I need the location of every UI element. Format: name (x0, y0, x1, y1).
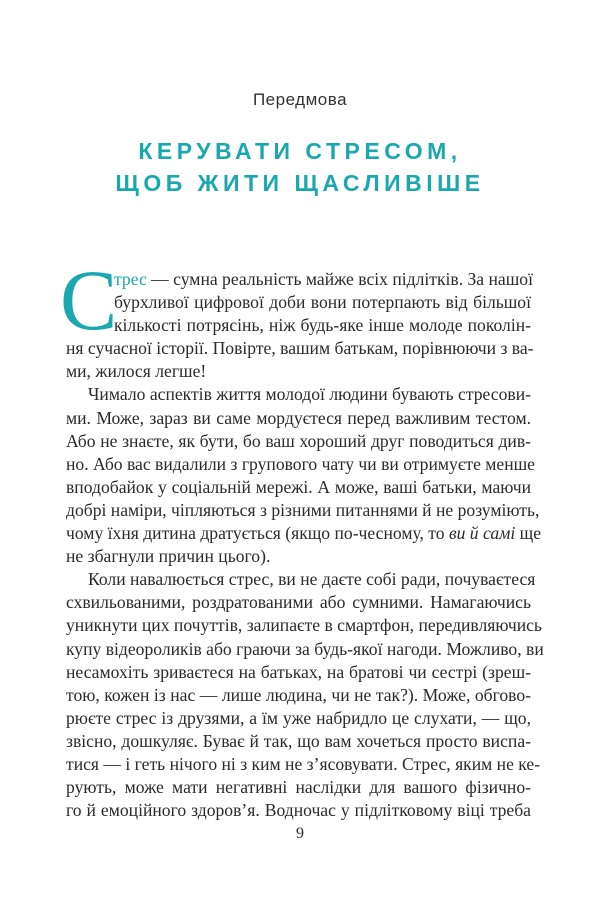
text-line: Коли навалюється стрес, ви не даєте собі ради, почуваєтеся (88, 569, 536, 590)
text-line (114, 268, 531, 291)
text-fragment: — сумна реальність майже всіх підлітків. За нашої (151, 269, 533, 289)
text-line: купу відеороликів або граючи за будь-якої нагоди. Можливо, ви (66, 638, 544, 659)
text-line: тися — і геть нічого ні з ким не з’ясовувати. Стрес, яким не ке- (66, 753, 541, 774)
text-line: но. Або вас видалили з групового чату чи ви отримуєте менше (66, 453, 535, 474)
text-line: не збагнули причин цього). (66, 546, 271, 567)
text-line: звісно, дошкуляє. Буває й так, що вам хочеться просто виспа- (66, 730, 531, 751)
text-line: ня сучасної історії. Повірте, вашим батькам, порівнюючи з ва- (66, 338, 534, 359)
chapter-title-line: КЕРУВАТИ СТРЕСОМ, (138, 138, 462, 164)
chapter-title-line: ЩОБ ЖИТИ ЩАСЛИВІШЕ (115, 170, 485, 196)
text-line: ми, жилося легше! (66, 361, 207, 382)
text-line: рують, може мати негативні наслідки для вашого фізично- (66, 777, 531, 798)
body-text (60, 252, 544, 822)
text-line: ми. Може, зараз ви саме мордуєтеся перед важливим тестом. (66, 407, 531, 428)
text-fragment: ще (515, 523, 542, 544)
text-line: схвильованими, роздратованими або сумними. Намагаючись (66, 592, 531, 613)
text-line: тою, кожен із нас — лише людина, чи не так?). Може, обгово- (66, 684, 531, 705)
text-line: вподобайок у соціальній мережі. А може, ваші батьки, маючи (66, 476, 531, 497)
text-fragment: чому їхня дитина дратується (якщо по-чесному, то (66, 523, 449, 544)
text-line (66, 522, 542, 545)
text-line: уникнути цих почуттів, залипаєте в смартфон, передивляючись (66, 615, 542, 636)
text-line: Або не знаєте, як бути, бо ваш хороший друг поводиться див- (66, 430, 531, 451)
italic-text: ви й самі (448, 523, 516, 544)
chapter-title (0, 135, 600, 199)
text-line: го й емоційного здоров’я. Водночас у підлітковому віці треба (66, 800, 531, 821)
page-number: 9 (296, 825, 304, 842)
first-word: трес (114, 269, 147, 289)
text-line: бурхливої цифрової доби вони потерпають від більшої (114, 292, 531, 313)
section-label: Передмова (252, 90, 348, 109)
drop-cap: С (60, 252, 118, 348)
text-line: добрі наміри, чіпляються з різними питаннями й не розуміють, (66, 499, 540, 520)
text-line: кількості потрясінь, ніж будь-яке інше молоде поколін- (114, 315, 531, 336)
text-line: несамохіть зриваєтеся на батьках, на братові чи сестрі (зреш- (66, 661, 531, 682)
text-line: рюєте стрес із друзями, а їм уже набридло це слухати, — що, (66, 707, 531, 728)
text-line: Чимало аспектів життя молодої людини бувають стресови- (88, 384, 531, 405)
